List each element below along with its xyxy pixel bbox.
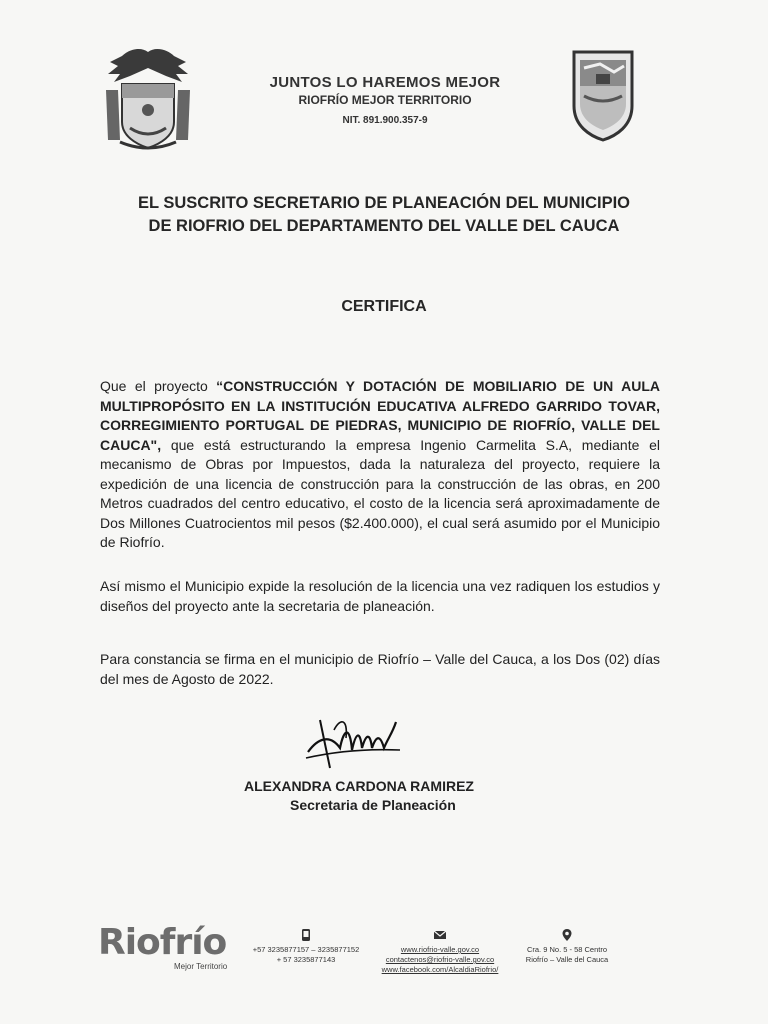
title-line-1: EL SUSCRITO SECRETARIO DE PLANEACIÓN DEL MUNICIPIO: [138, 194, 630, 212]
location-pin-icon: [560, 928, 574, 942]
website-link[interactable]: www.riofrio-valle.gov.co: [400, 945, 480, 954]
footer-contact: [370, 928, 510, 975]
project-name: “CONSTRUCCIÓN Y DOTACIÓN DE MOBILIARIO DE UN AULA MULTIPROPÓSITO EN LA INSTITUCIÓN EDUCATIVA ALFREDO GARRIDO TOVAR, CORREGIMIENTO PORTUGAL DE PIEDRAS, MUNICIPIO DE RIOFRÍO, VALLE DEL CAUCA",: [100, 378, 660, 453]
paragraph-constancy: Para constancia se firma en el municipio de Riofrío – Valle del Cauca, a los Dos (02) días del mes de Agosto de 2022.: [100, 651, 660, 687]
mail-icon: [433, 928, 447, 942]
signer-role: Secretaria de Planeación: [290, 797, 456, 813]
paragraph-resolution: Así mismo el Municipio expide la resolución de la licencia una vez radiquen los estudios y diseños del proyecto ante la secretaria de planeación.: [100, 578, 660, 614]
document-title: [90, 192, 678, 238]
paragraph-project-rest: que está estructurando la empresa Ingenio Carmelita S.A, mediante el mecanismo de Obras por Impuestos, dada la naturaleza del proyecto, requiere la expedición de una licencia de construcción para la construcción de las obras, en 200 Metros cuadrados del centro educativo, el costo de la licencia será aproximadamente de Dos Millones Cuatrocientos mil pesos ($2.400.000), el cual será asumido por el Municipio de Riofrío.: [100, 436, 660, 550]
signer-name: ALEXANDRA CARDONA RAMIREZ: [244, 778, 474, 794]
footer-phones: [246, 928, 366, 965]
logo-wordmark: Riofrío: [98, 922, 227, 963]
phones-line-1: +57 3235877157 – 3235877152: [252, 945, 360, 954]
riofrio-shield-icon: [570, 46, 636, 142]
letterhead: [200, 74, 570, 126]
handwritten-signature: [300, 708, 410, 778]
phones-line-2: + 57 3235877143: [276, 955, 336, 964]
paragraph-project: [100, 377, 660, 553]
letterhead-nit: NIT. 891.900.357-9: [342, 115, 428, 126]
email-link[interactable]: contactenos@riofrio-valle.gov.co: [385, 955, 495, 964]
title-line-2: DE RIOFRIO DEL DEPARTAMENTO DEL VALLE DEL CAUCA: [148, 217, 620, 235]
riofrio-logo: [98, 922, 240, 972]
footer-address: [512, 928, 622, 965]
paragraph-project-intro: Que el proyecto: [100, 378, 217, 394]
letterhead-subtitle: RIOFRÍO MEJOR TERRITORIO: [298, 93, 472, 107]
phone-icon: [299, 928, 313, 942]
address-line-2: Riofrío – Valle del Cauca: [525, 955, 609, 964]
certifica-heading: CERTIFICA: [341, 298, 427, 315]
colombia-coat-of-arms-icon: [100, 44, 196, 152]
logo-tagline: Mejor Territorio: [174, 962, 228, 971]
facebook-link[interactable]: www.facebook.com/AlcaldiaRiofrio/: [381, 965, 499, 974]
address-line-1: Cra. 9 No. 5 - 58 Centro: [526, 945, 608, 954]
letterhead-slogan: JUNTOS LO HAREMOS MEJOR: [269, 74, 501, 91]
